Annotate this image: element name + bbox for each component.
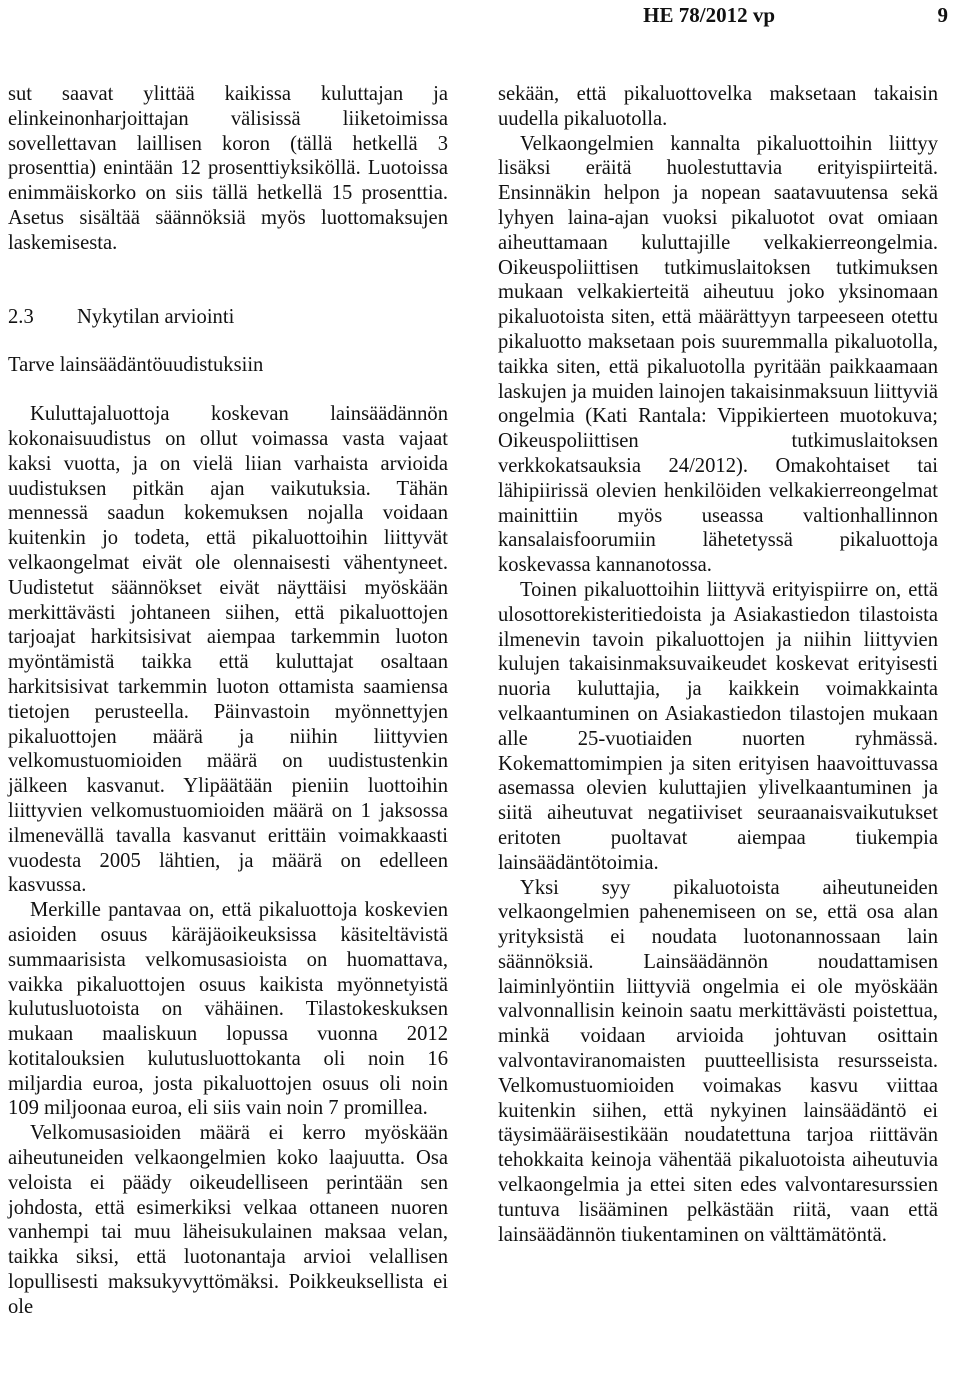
body-paragraph: Kuluttajaluottoja koskevan lainsäädännön kokonaisuudistus on ollut voimassa vasta vajaat kaksi vuotta, ja on vielä liian varhaista arvioida uudistuksen pitkän ajan vaikutuksia. Tähän mennessä saadun kokemuksen nojalla voidaan kuitenkin jo todeta, että pikaluottoihin liittyvät velkaongelmat eivät ole olennaisesti vähentyneet. Uudistetut säännökset eivät näyttäisi myöskään merkittävästi johtaneen siihen, että pikaluottojen tarjoajat harkitsisivat aiempaa tarkemmin luoton myöntämistä taikka että kuluttajat osaltaan harkitsisivat tarkemmin luoton ottamista saamiensa tietojen perusteella. Päinvastoin myönnettyjen pikaluottojen määrä ja niihin liittyvien velkomustuomioiden määrä on uudistustenkin jälkeen kasvanut. Ylipäätään pieniin luottoihin liittyvien velkomustuomioiden määrä on 1 jaksossa ilmenevällä tavalla kasvanut erittäin voimakkaasti vuodesta 2005 lähtien, ja määrä on edelleen kasvussa.: [8, 403, 448, 897]
body-paragraph: Merkille pantavaa on, että pikaluottoja koskevien asioiden osuus käräjäoikeuksissa käsiteltävistä summaarisista velkomusasioista on huomattava, vaikka pikaluottojen osuus kaikista myönnetyistä kulutusluotoista on vähäinen. Tilastokeskuksen mukaan maaliskuun lopussa vuonna 2012 kotitalouksien kulutusluottokanta oli noin 16 miljardia euroa, josta pikaluottojen osuus oli noin 109 miljoonaa euroa, eli siis vain noin 7 promillea.: [8, 899, 448, 1120]
right-column: [498, 82, 938, 1247]
body-paragraph: Toinen pikaluottoihin liittyvä erityispiirre on, että ulosottorekisteritiedoista ja Asiakastiedon tilastoista ilmenevin tavoin pikaluottojen ja niihin liittyvien kulujen takaisinmaksuvaikeudet koskevat erityisesti nuoria kuluttajia, ja kaikkein voimakkainta velkaantuminen on Asiakastiedon tilastojen mukaan alle 25-vuotiaiden nuorten ryhmässä. Kokemattomimpien ja siten erityisen haavoittuvassa asemassa olevien kuluttajien ylivelkaantuminen ja siitä aiheutuvat negatiiviset seuraanaisvaikutukset eritoten puoltavat aiempaa tiukempia lainsäädäntötoimia.: [498, 578, 938, 874]
section-number: 2.3: [8, 305, 34, 328]
body-paragraph: sekään, että pikaluottovelka maksetaan takaisin uudella pikaluotolla.: [498, 83, 938, 130]
intro-paragraph: sut saavat ylittää kaikissa kuluttajan ja elinkeinonharjoittajan välisissä liiketoimissa sovellettavan laillisen koron (tällä hetkellä 3 prosenttia) enintään 12 prosenttiyksiköllä. Luotoissa enimmäiskorko on siis tällä hetkellä 15 prosenttia. Asetus sisältää säännöksiä myös luottomaksujen laskemisesta.: [8, 83, 448, 254]
left-column: [8, 82, 448, 1320]
body-paragraph: Velkaongelmien kannalta pikaluottoihin liittyy lisäksi eräitä huolestuttavia erityispiirteitä. Ensinnäkin helpon ja nopean saatavuutensa sekä lyhyen laina-ajan vuoksi pikaluotot ovat omiaan aiheuttamaan kuluttajille velkakierreongelmia. Oikeuspoliittisen tutkimuslaitoksen tutkimuksen mukaan velkakierteitä aiheutuu joko yksinomaan pikaluotoista siten, että määrättyyn tarpeeseen otettu pikaluotto maksetaan pois suuremmalla pikaluotolla, taikka siten, että pikaluotolla pyritään paikkaamaan laskujen ja muiden lainojen takaisinmaksuun liittyviä ongelmia (Kati Rantala: Vippikierteen muotokuva; Oikeuspoliittisen tutkimuslaitoksen verkkokatsauksia 24/2012). Omakohtaiset tai lähipiirissä olevien henkilöiden velkakierreongelmat mainittiin myös useassa valtionhallinnon kansalaisfoorumiin lähetetyssä pikaluottoja koskevassa kannanotossa.: [498, 132, 938, 577]
page-number: 9: [937, 3, 948, 27]
body-paragraph: Velkomusasioiden määrä ei kerro myöskään aiheutuneiden velkaongelmien koko laajuutta. Osa veloista ei päädy oikeudelliseen perintään sen johdosta, että esimerkiksi velkaa ottaneen nuoren vanhempi tai muu läheisukulainen maksaa velan, taikka siksi, että luotonantaja arvioi velallisen lopullisesti maksukyvyttömäksi. Poikkeuksellista ei ole: [8, 1122, 448, 1318]
document-id: HE 78/2012 vp: [643, 3, 775, 27]
subheading: Tarve lainsäädäntöuudistuksiin: [8, 354, 264, 377]
section-heading: [8, 305, 448, 330]
page-header: [0, 3, 960, 31]
section-title: Nykytilan arviointi: [77, 305, 235, 328]
body-paragraph: Yksi syy pikaluotoista aiheutuneiden velkaongelmien pahenemiseen on se, että osa alan yrityksistä ei noudata luotonannossaan lain säännöksiä. Lainsäädännön noudattamisen laiminlyöntiin liittyviä ongelmia ei ole myöskään valvonnallisin keinoin saatu merkittävästi poistettua, minkä voidaan arvioida johtuvan osittain valvontaviranomaisten puutteellisista resursseista. Velkomustuomioiden voimakas kasvu viittaa kuitenkin siihen, että nykyinen lainsäädäntö ei täysimääräisestikään noudatettuna tarjoa riittävän tehokkaita keinoja vähentää pikaluotoista aiheutuvia velkaongelmia ja ettei siten edes valvontaresurssien tuntuva lisääminen pelkästään riitä, vaan että lainsäädännön tiukentaminen on välttämätöntä.: [498, 876, 938, 1246]
